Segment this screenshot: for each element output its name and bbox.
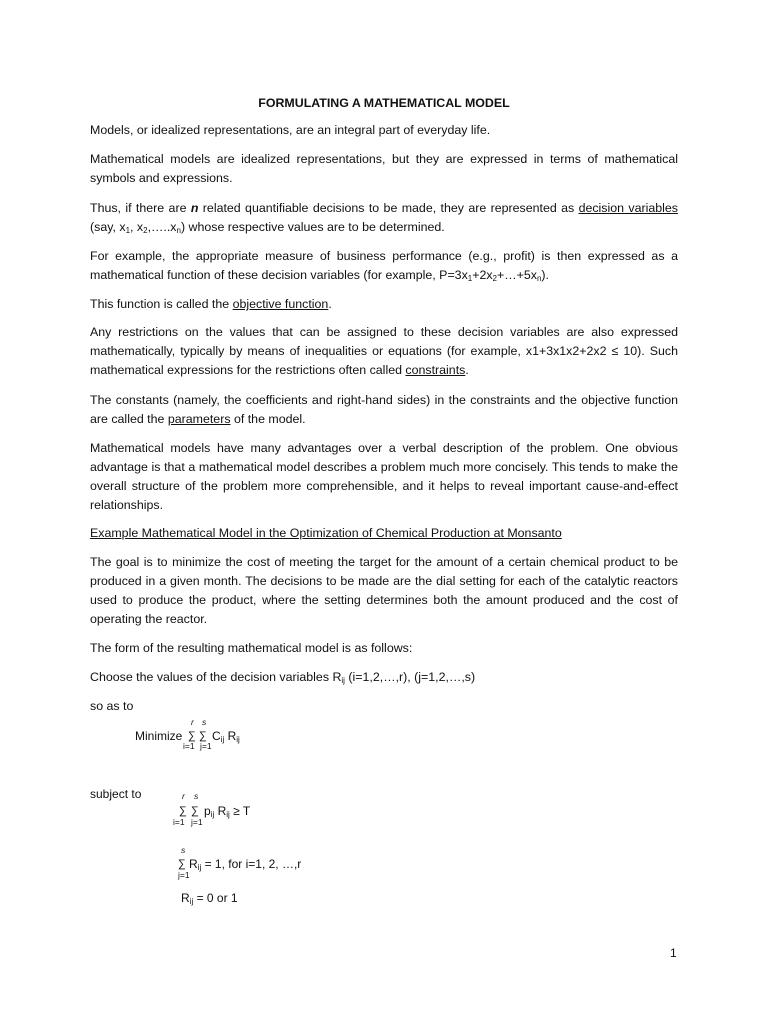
paragraph-performance-measure: For example, the appropriate measure of business performance (e.g., profit) is then expressed as a mathematical function of these decision variables (for example, $P=3x_1+2x_2+\dots+5x_n$). [90,249,678,283]
section-heading-monsanto: Example Mathematical Model in the Optimization of Chemical Production at Monsanto [90,526,562,540]
sum-symbol: ∑ [199,730,207,742]
sum-symbol: ∑ [179,805,187,817]
paragraph-mathematical-models: Mathematical models are idealized representations, but they are expressed in terms of mathematical symbols and expressions. [90,152,678,185]
term-objective-function: objective function [232,297,329,311]
sum-symbol: ∑ [191,805,199,817]
paragraph-choose-values: Choose the values of the decision variables $R_{ij}$ (i=1,2,…,r), (j=1,2,…,s) [90,670,476,685]
paragraph-objective-function: This function is called the objective function. [90,297,332,311]
minimize-label: Minimize [135,729,183,743]
term-parameters: parameters [167,412,231,426]
constraint-binary: $R_{ij} = 0$ or 1 [181,891,238,906]
paragraph-constraints: Any restrictions on the values that can be assigned to these decision variables are also expressed mathematically, typically by means of inequalities or equations (for example, x1+3x1x2+2x2 ≤ 10). Such mathematical expressions for the restrictions often called constraints. [90,325,678,377]
term-constraints: constraints [405,363,466,377]
term-decision-variables: decision variables [578,201,679,215]
sum-symbol: ∑ [188,730,196,742]
page-number: 1 [670,946,677,960]
paragraph-advantages: Mathematical models have many advantages over a verbal description of the problem. One obvious advantage is that a mathematical model describes a problem much more concisely. This tends to make the overall structure of the problem more comprehensible, and it helps to reveal important cause-and-effect relationships. [90,441,678,512]
paragraph-parameters: The constants (namely, the coefficients and right-hand sides) in the constraints and the objective function are called the parameters of the model. [90,393,678,426]
sum-symbol: ∑ [178,858,186,870]
paragraph-so-as-to: so as to [90,699,134,713]
paragraph-decision-variables: Thus, if there are n related quantifiable decisions to be made, they are represented as decision variables (say, $x_1$, $x_2,\dots..x_n$) whose respective values are to be determined. [90,201,679,235]
document-title: FORMULATING A MATHEMATICAL MODEL [258,96,510,110]
paragraph-goal: The goal is to minimize the cost of meeting the target for the amount of a certain chemical product to be produced in a given month. The decisions to be made are the dial setting for each of the catalytic reactors used to produce the product, where the setting determines both the amount produced and the cost of operating the reactor. [90,555,678,626]
paragraph-model-form: The form of the resulting mathematical model is as follows: [90,641,413,655]
paragraph-models: Models, or idealized representations, are an integral part of everyday life. [90,123,491,137]
subject-to-label: subject to [90,787,142,801]
